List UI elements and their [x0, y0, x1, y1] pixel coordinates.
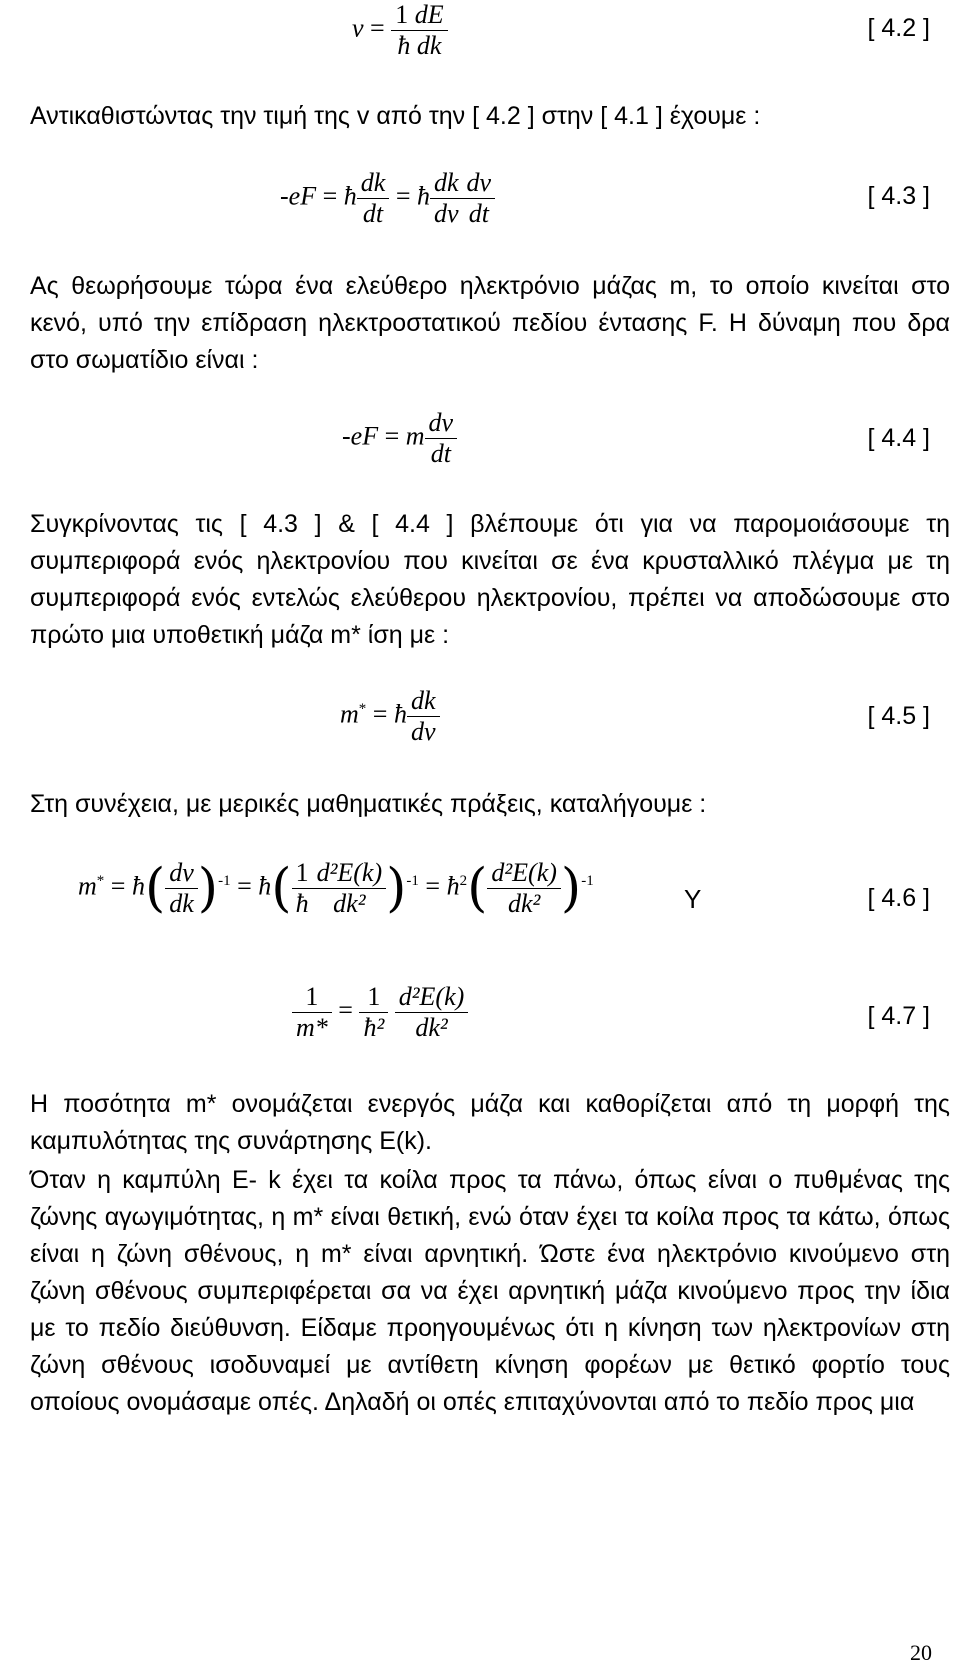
paragraph: Αντικαθιστώντας την τιμή της v από την [ 4.2 ] στην [ 4.1 ] έχουμε :: [30, 102, 761, 130]
paragraph: Όταν η καμπύλη E- k έχει τα κοίλα προς τα πάνω, όπως είναι ο πυθμένας της ζώνης αγωγιμότητας, η m* είναι θετική, ενώ όταν έχει τα κοίλα προς τα κάτω, όπως είναι η ζώνη σθένους, η m* είναι αρνητική. Ώστε ένα ηλεκτρόνιο κινούμενο στη ζώνη σθένους συμπεριφέρεται σα να έχει αρνητική μάζα κινούμενο προς την ίδια με το πεδίο διεύθυνση. Είδαμε προηγουμένως ότι η κίνηση των ηλεκτρονίων στη ζώνη σθένους ισοδυναμεί με αντίθετη κίνηση φορέων με θετικό φορτίο τους οποίους ονομάσαμε οπές. Δηλαδή οι οπές επιταχύνονται από το πεδίο προς μια: [30, 1166, 950, 1416]
equation-4-2: v = $\frac{1 dE}{\text{ħ dk}}$: [352, 0, 448, 61]
equation-4-7: $\frac{1}{m*}$ = $\frac{1}{\text{ħ²}}$ $\frac{\text{d²E(k)}}{\text{dk²}}$: [292, 982, 468, 1043]
equation-4-4: -eF = m $\frac{dv}{dt}$: [342, 408, 457, 469]
equation-label: [ 4.2 ]: [867, 14, 930, 42]
symbol-upsilon: Υ: [684, 884, 702, 914]
equation-4-3: -eF = ħ $\frac{dk}{dt}$ = ħ $\frac{dk}{dv}$ $\frac{dv}{dt}$: [280, 168, 495, 229]
fraction: $\frac{1 dE}{\text{ħ dk}}$: [391, 0, 447, 61]
equation-4-5: m* = ħ $\frac{dk}{dv}$: [340, 686, 440, 747]
paragraph: Ας θεωρήσουμε τώρα ένα ελεύθερο ηλεκτρόνιο μάζας m, το οποίο κινείται στο κενό, υπό την επίδραση ηλεκτροστατικού πεδίου έντασης F. Η δύναμη που δρα στο σωματίδιο είναι :: [30, 272, 950, 374]
equation-label: [ 4.4 ]: [867, 424, 930, 452]
equation-label: [ 4.7 ]: [867, 1002, 930, 1030]
equation-label: [ 4.6 ]: [867, 884, 930, 912]
paragraph: Η ποσότητα m* ονομάζεται ενεργός μάζα και καθορίζεται από τη μορφή της καμπυλότητας της συνάρτησης E(k).: [30, 1090, 950, 1155]
equation-label: [ 4.5 ]: [867, 702, 930, 730]
equation-label: [ 4.3 ]: [867, 182, 930, 210]
page-number: 20: [910, 1640, 932, 1665]
paragraph: Συγκρίνοντας τις [ 4.3 ] & [ 4.4 ] βλέπουμε ότι για να παρομοιάσουμε τη συμπεριφορά ενός ηλεκτρονίου που κινείται σε ένα κρυσταλλικό πλέγμα με τη συμπεριφορά ενός εντελώς ελεύθερου ηλεκτρονίου, πρέπει να αποδώσουμε στο πρώτο μια υποθετική μάζα m* ίση με :: [30, 510, 950, 649]
equation-4-6: m* = ħ( $\frac{dv}{dk}$ )$^{-1}$ = ħ( $\frac{1}{ħ}$ $\frac{\text{d²E(k)}}{\text{dk²}}$ )$^{-1} = ħ^2$( $\frac{\text{d²E(k)}}{\text{dk²}}$ )$^{-1}$: [78, 858, 594, 919]
paragraph: Στη συνέχεια, με μερικές μαθηματικές πράξεις, καταλήγουμε :: [30, 790, 707, 818]
